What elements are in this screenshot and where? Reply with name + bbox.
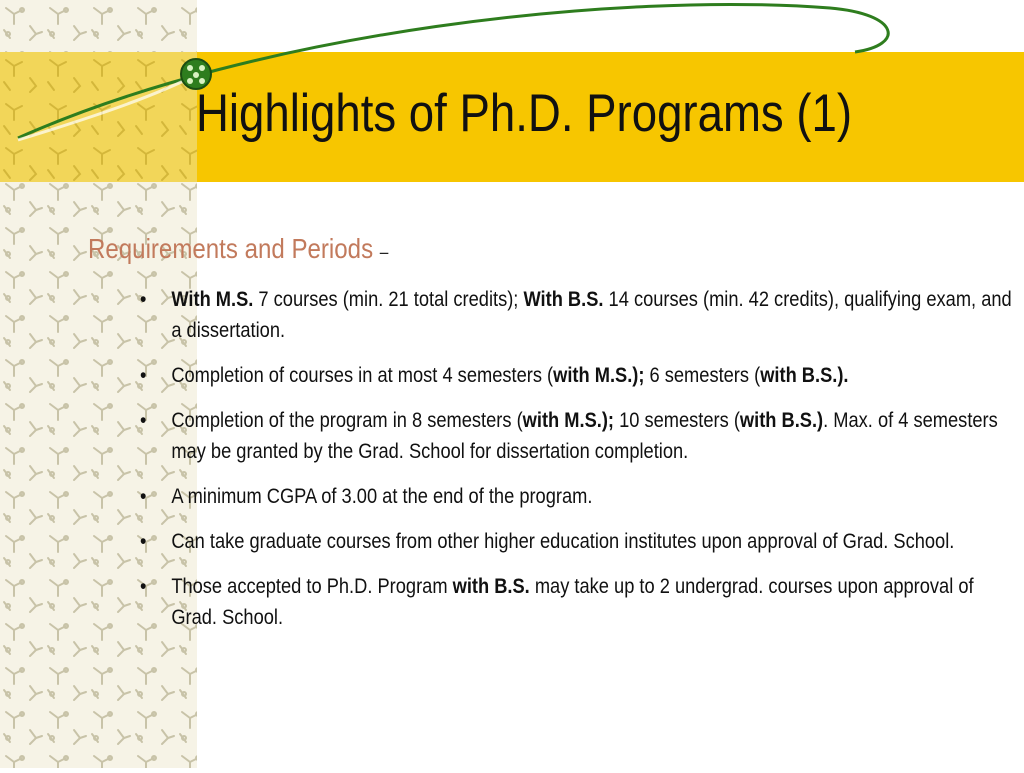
bold-text-segment: With M.S. (171, 288, 254, 311)
bullet-marker: • (140, 575, 147, 598)
bold-text-segment: With B.S. (523, 288, 604, 311)
bullet-marker: • (140, 485, 147, 508)
text-segment: A minimum CGPA of 3.00 at the end of the program. (171, 485, 593, 508)
list-item (140, 526, 1019, 557)
requirements-list (140, 284, 1019, 647)
bold-text-segment: with M.S.); (522, 409, 615, 432)
slide-title: Highlights of Ph.D. Programs (1) (196, 84, 853, 143)
text-segment: Those accepted to Ph.D. Program (171, 575, 453, 598)
section-heading-dash: – (379, 242, 389, 262)
bold-text-segment: with B.S. (452, 575, 530, 598)
text-segment: Completion of the program in 8 semesters ( (171, 409, 523, 432)
bold-text-segment: with B.S.) (739, 409, 824, 432)
text-segment: 6 semesters ( (644, 364, 761, 387)
section-heading-text: Requirements and Periods (88, 233, 374, 264)
section-heading (88, 232, 388, 269)
text-segment: 7 courses (min. 21 total credits); (253, 288, 524, 311)
list-item (140, 405, 1019, 467)
list-item (140, 284, 1019, 346)
bold-text-segment: with M.S.); (553, 364, 645, 387)
text-segment: Completion of courses in at most 4 semesters ( (171, 364, 554, 387)
text-segment: 10 semesters ( (614, 409, 740, 432)
text-segment: Can take graduate courses from other higher education institutes upon approval of Grad. School. (171, 530, 955, 553)
bullet-marker: • (140, 288, 147, 311)
bullet-marker: • (140, 530, 147, 553)
list-item (140, 360, 1019, 391)
text-segment: may take up to 2 undergrad. courses upon approval of Grad. School. (171, 575, 974, 629)
bullet-marker: • (140, 364, 147, 387)
text-segment: . Max. of 4 semesters may be granted by the Grad. School for dissertation completion. (171, 409, 998, 463)
list-item (140, 571, 1019, 633)
list-item (140, 481, 1019, 512)
text-segment: 14 courses (min. 42 credits), qualifying exam, and a dissertation. (171, 288, 1012, 342)
bold-text-segment: with B.S.). (760, 364, 849, 387)
bullet-marker: • (140, 409, 147, 432)
